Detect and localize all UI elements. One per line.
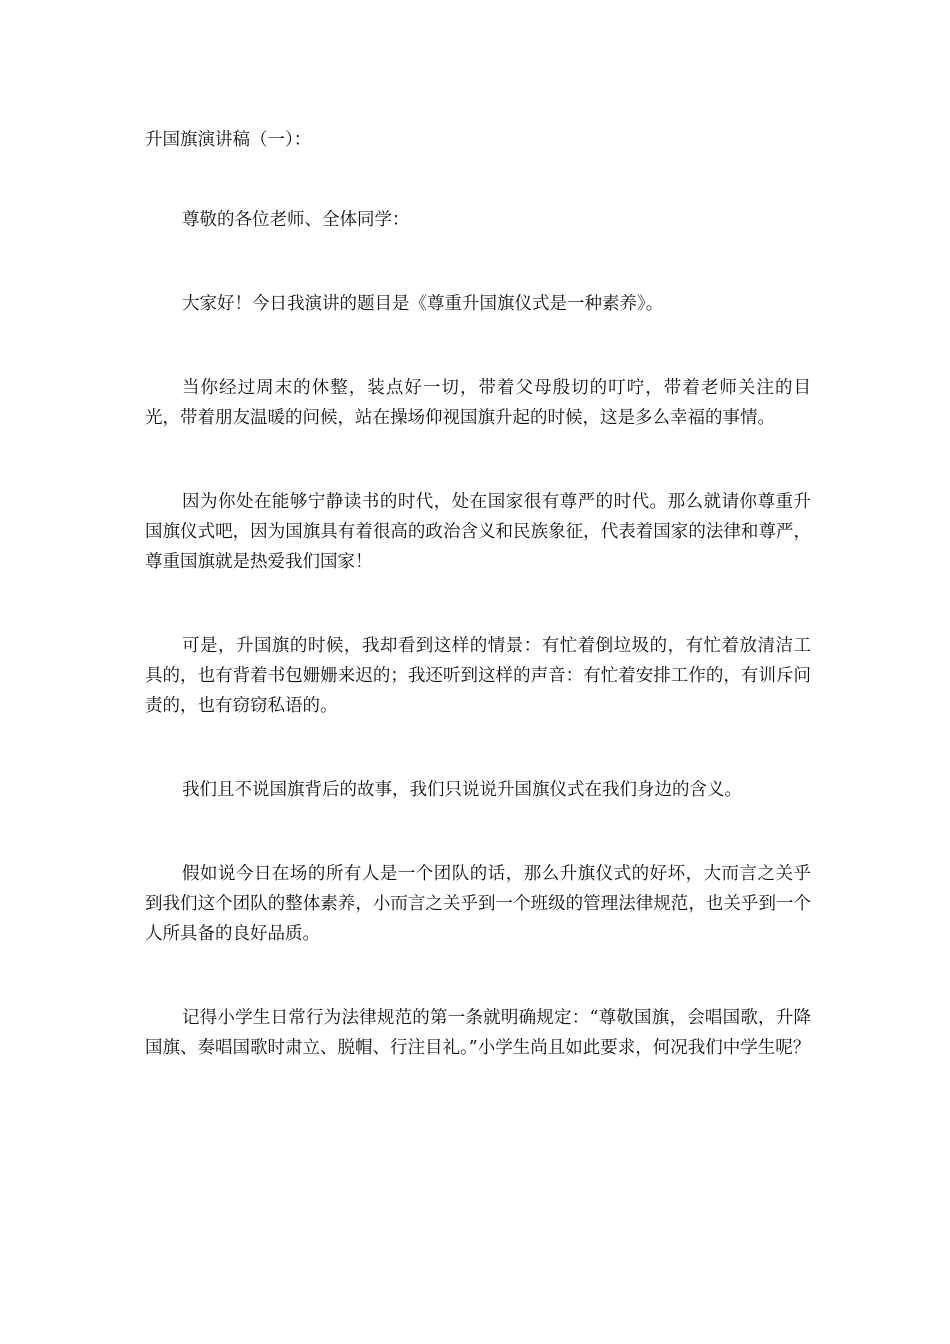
paragraph-4: 因为你处在能够宁静读书的时代，处在国家很有尊严的时代。那么就请你尊重升国旗仪式吧，因为国旗具有着很高的政治含义和民族象征，代表着国家的法律和尊严，尊重国旗就是热爱我们国家！	[145, 492, 811, 572]
paragraph-7: 假如说今日在场的所有人是一个团队的话，那么升旗仪式的好坏，大而言之关乎到我们这个团队的整体素养，小而言之关乎到一个班级的管理法律规范，也关乎到一个人所具备的良好品质。	[145, 864, 811, 944]
spacer	[145, 577, 811, 631]
paragraph-6: 我们且不说国旗背后的故事，我们只说说升国旗仪式在我们身边的含义。	[182, 780, 742, 800]
spacer	[145, 949, 811, 1003]
spacer	[145, 319, 811, 373]
paragraph-intro: 大家好！今日我演讲的题目是《尊重升国旗仪式是一种素养》。	[182, 294, 664, 314]
paragraph-8: 记得小学生日常行为法律规范的第一条就明确规定：“尊敬国旗，会唱国歌，升降国旗、奏唱国歌时肃立、脱帽、行注目礼。”小学生尚且如此要求，何况我们中学生呢？	[145, 1008, 811, 1058]
paragraph-greeting: 尊敬的各位老师、全体同学：	[182, 210, 410, 230]
paragraph-5: 可是，升国旗的时候，我却看到这样的情景：有忙着倒垃圾的，有忙着放清洁工具的，也有背着书包姗姗来迟的；我还听到这样的声音：有忙着安排工作的，有训斥问责的，也有窃窃私语的。	[145, 636, 811, 716]
document-body	[145, 125, 811, 1063]
paragraph-3: 当你经过周末的休整，装点好一切，带着父母殷切的叮咛，带着老师关注的目光，带着朋友温暖的问候，站在操场仰视国旗升起的时候，这是多么幸福的事情。	[145, 378, 811, 428]
spacer	[145, 805, 811, 859]
spacer	[145, 433, 811, 487]
document-title: 升国旗演讲稿（一）：	[145, 130, 312, 150]
spacer	[145, 235, 811, 289]
spacer	[145, 721, 811, 775]
spacer	[145, 155, 811, 205]
